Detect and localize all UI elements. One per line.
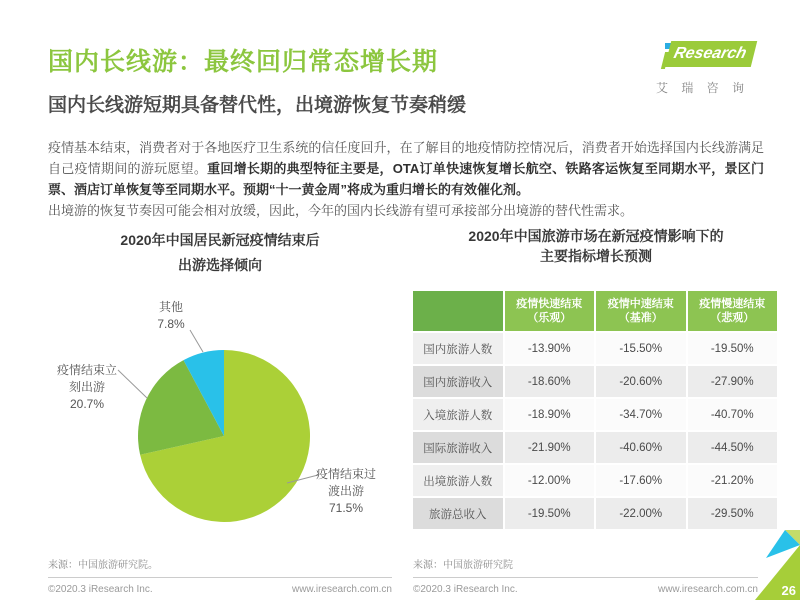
table-row xyxy=(413,432,777,463)
table-col-header-optimistic xyxy=(505,291,595,331)
pie-label-transition-name2: 渡出游 xyxy=(327,484,364,498)
pie-label-other-value: 7.8% xyxy=(157,317,185,331)
table-col-header-pessimistic xyxy=(688,291,778,331)
pie-title-line2: 出游选择倾向 xyxy=(178,257,262,273)
copyright-text: ©2020.3 iResearch Inc. xyxy=(48,584,153,595)
logo-brand-text: Research xyxy=(665,41,758,67)
footer-right xyxy=(413,577,758,595)
value-cell: -22.00% xyxy=(596,498,686,529)
table-corner-cell xyxy=(413,291,503,331)
intro-text-2: 出境游的恢复节奏因可能会相对放缓，因此，今年的国内长线游有望可承接部分出境游的替代性需求。 xyxy=(48,203,634,218)
value-cell: -40.70% xyxy=(688,399,778,430)
pie-label-immediate-value: 20.7% xyxy=(69,397,105,411)
website-link: www.iresearch.com.cn xyxy=(657,584,758,595)
pie-label-immediate xyxy=(50,362,124,413)
pie-chart xyxy=(40,290,400,560)
value-cell: -17.60% xyxy=(596,465,686,496)
page-number: 26 xyxy=(781,583,796,598)
forecast-table xyxy=(411,289,779,531)
pie-chart-title xyxy=(40,228,400,278)
col-header-text: （悲观） xyxy=(710,312,755,324)
table-row xyxy=(413,498,777,529)
table-title-line2: 主要指标增长预测 xyxy=(540,248,652,264)
value-cell: -44.50% xyxy=(688,432,778,463)
value-cell: -18.90% xyxy=(505,399,595,430)
table-row xyxy=(413,399,777,430)
value-cell: -21.20% xyxy=(688,465,778,496)
page-title: 国内长线游：最终回归常态增长期 xyxy=(48,48,439,76)
value-cell: -27.90% xyxy=(688,366,778,397)
table-header-row xyxy=(413,291,777,331)
intro-bold-text: 重回增长期的典型特征主要是，OTA订单快速恢复增长航空、铁路客运恢复至同期水平，景区门票、酒店订单恢复等至同期水平。预期“十一黄金周”将成为重归增长的有效催化剂。 xyxy=(48,161,764,197)
value-cell: -18.60% xyxy=(505,366,595,397)
copyright-text: ©2020.3 iResearch Inc. xyxy=(413,584,518,595)
pie-label-other-name: 其他 xyxy=(158,300,183,314)
value-cell: -19.50% xyxy=(688,333,778,364)
website-link: www.iresearch.com.cn xyxy=(291,584,392,595)
intro-paragraph xyxy=(48,137,764,221)
value-cell: -40.60% xyxy=(596,432,686,463)
col-header-text: 疫情慢速结束 xyxy=(699,298,766,310)
col-header-text: （基准） xyxy=(618,312,663,324)
page-subtitle: 国内长线游短期具备替代性，出境游恢复节奏稍缓 xyxy=(48,95,467,116)
source-note-right: 来源：中国旅游研究院 xyxy=(413,560,513,571)
value-cell: -21.90% xyxy=(505,432,595,463)
logo-mark xyxy=(656,40,776,72)
pie-label-transition-name1: 疫情结束过 xyxy=(315,467,376,481)
pie-label-other xyxy=(146,299,196,333)
iresearch-logo xyxy=(656,40,776,96)
pie-label-transition-value: 71.5% xyxy=(328,501,364,515)
table-title-line1: 2020年中国旅游市场在新冠疫情影响下的 xyxy=(468,228,724,244)
intro-text-1 xyxy=(48,137,764,200)
col-header-text: 疫情快速结束 xyxy=(516,298,583,310)
table-col-header-baseline xyxy=(596,291,686,331)
row-label-cell: 国内旅游人数 xyxy=(413,333,503,364)
table-row xyxy=(413,333,777,364)
value-cell: -20.60% xyxy=(596,366,686,397)
row-label-cell: 出境旅游人数 xyxy=(413,465,503,496)
row-label-cell: 国内旅游收入 xyxy=(413,366,503,397)
pie-title-line1: 2020年中国居民新冠疫情结束后 xyxy=(120,232,320,248)
logo-chinese-text: 艾 瑞 咨 询 xyxy=(656,81,750,95)
value-cell: -15.50% xyxy=(596,333,686,364)
value-cell: -13.90% xyxy=(505,333,595,364)
value-cell: -29.50% xyxy=(688,498,778,529)
table-row xyxy=(413,465,777,496)
table-row xyxy=(413,366,777,397)
table-chart-title xyxy=(413,226,779,266)
pie-label-immediate-name1: 疫情结束立 xyxy=(56,363,117,377)
value-cell: -12.00% xyxy=(505,465,595,496)
row-label-cell: 旅游总收入 xyxy=(413,498,503,529)
row-label-cell: 国际旅游收入 xyxy=(413,432,503,463)
col-header-text: 疫情中速结束 xyxy=(607,298,674,310)
source-note-left: 来源：中国旅游研究院。 xyxy=(48,560,158,571)
value-cell: -34.70% xyxy=(596,399,686,430)
col-header-text: （乐观） xyxy=(527,312,572,324)
pie-label-transition xyxy=(311,466,381,517)
value-cell: -19.50% xyxy=(505,498,595,529)
footer-left xyxy=(48,577,392,595)
intro-normal-text: 疫情基本结束，消费者对于各地医疗卫生系统的信任度回升，在了解目的地疫情防控情况后，消费者开始选择国内长线游满足自己疫情期间的游玩愿望。 xyxy=(48,140,764,176)
leader-line-other xyxy=(190,330,203,352)
pie-label-immediate-name2: 刻出游 xyxy=(68,380,105,394)
row-label-cell: 入境旅游人数 xyxy=(413,399,503,430)
